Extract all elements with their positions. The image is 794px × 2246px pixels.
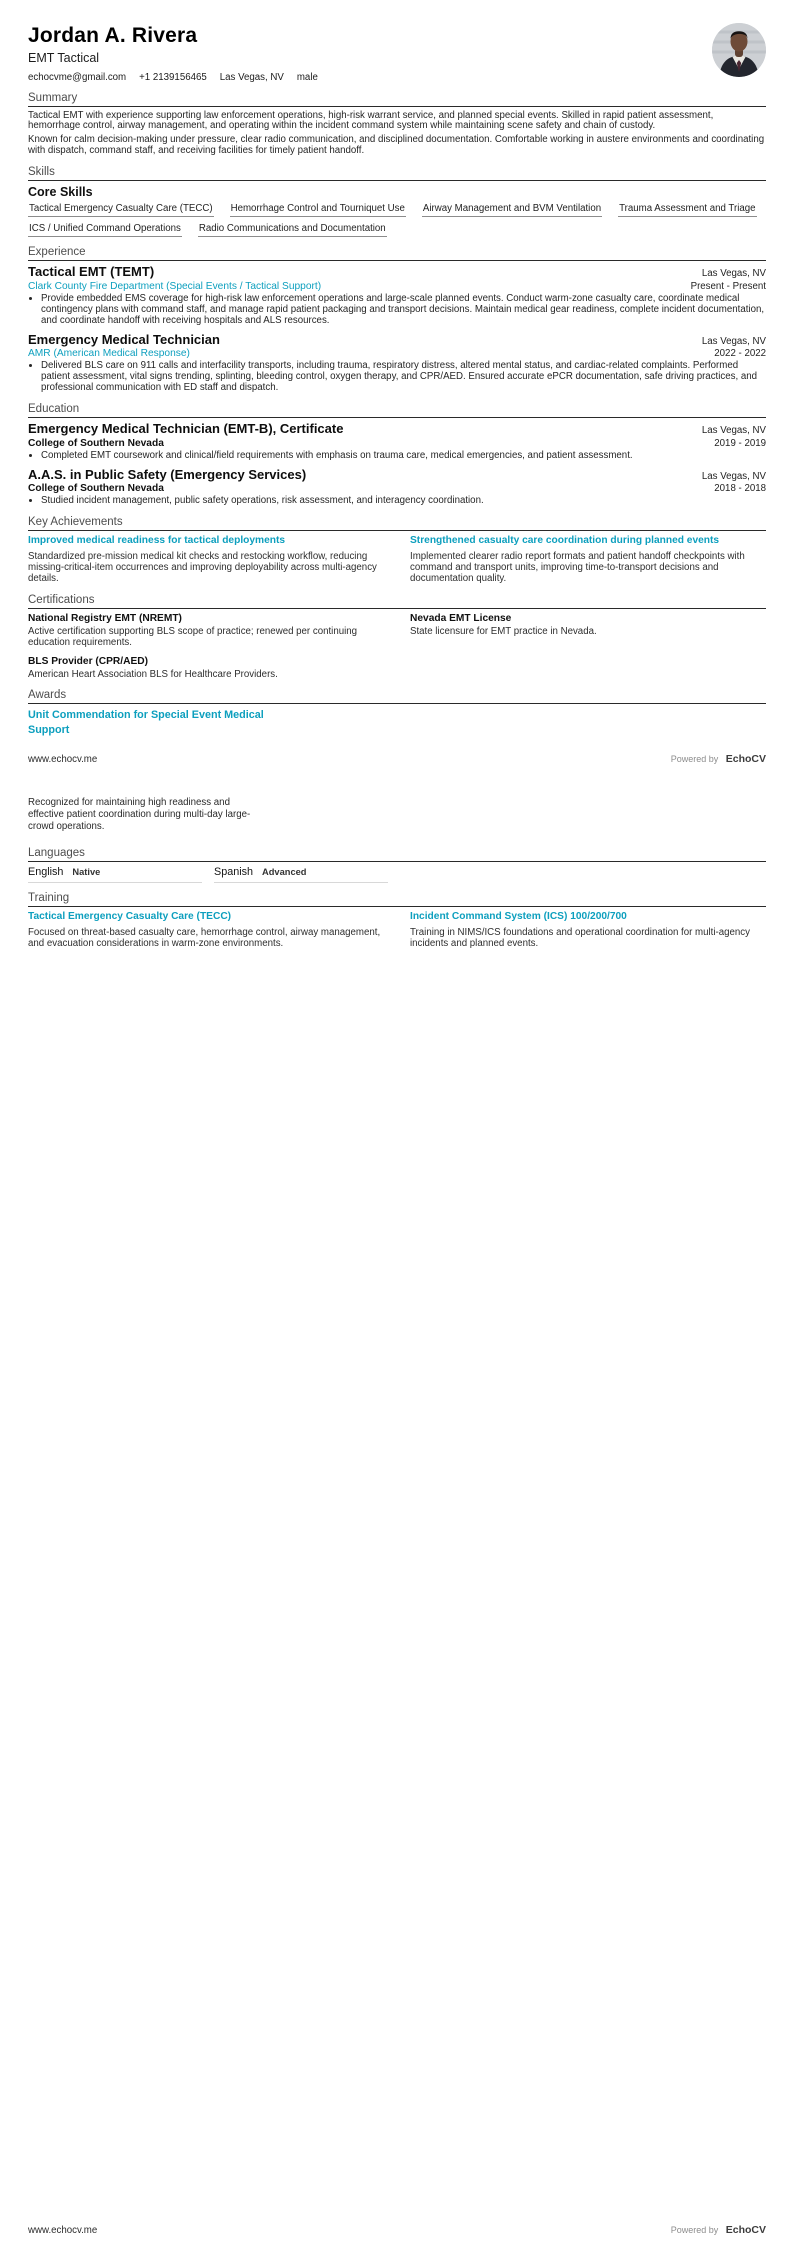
powered-by (671, 2220, 766, 2238)
summary-heading: Summary (28, 92, 766, 107)
section-experience (28, 246, 766, 394)
training-card (28, 911, 384, 949)
language-name: Spanish (214, 866, 254, 879)
education-entry (28, 422, 766, 462)
skill-tag-list (28, 203, 766, 237)
skill-tag: Tactical Emergency Casualty Care (TECC) (28, 203, 214, 217)
degree-bullet-list (28, 496, 766, 507)
section-certifications (28, 594, 766, 681)
achievement-card (410, 535, 766, 584)
job-bullet: • Provide embedded EMS coverage for high-risk law enforcement operations and large-scale planned events. Conduct warm-zone casualty care, coordinate medical contingency plans with command staff, and manage rapid patient packaging and transport decisions. Maintain medical gear readiness, complete incident documentation, and coordinate handoff with receiving hospitals and ALS resources. (41, 294, 766, 327)
certification-text: State licensure for EMT practice in Nevada. (410, 625, 597, 637)
training-text: Focused on threat-based casualty care, hemorrhage control, airway management, and evacuation considerations in warm-zone environments. (28, 926, 381, 950)
degree-bullet: • Completed EMT coursework and clinical/field requirements with emphasis on trauma care, medical emergencies, and patient assessment. (41, 451, 766, 462)
achievement-title: Strengthened casualty care coordination during planned events (410, 535, 720, 547)
section-skills (28, 166, 766, 237)
certification-title: National Registry EMT (NREMT) (28, 612, 182, 624)
contact-location: Las Vegas, NV (219, 71, 284, 83)
person-portrait-icon (712, 23, 766, 77)
contact-email: echocvme@gmail.com (28, 71, 127, 83)
degree-dates: 2019 - 2019 (714, 437, 766, 449)
job-title: Emergency Medical Technician (28, 331, 220, 347)
job-bullet: • Delivered BLS care on 911 calls and interfacility transports, including trauma, respiratory distress, altered mental status, and cardiac-related complaints. Performed patient assessment, vital signs trending, splinting, bleeding control, oxygen therapy, and CPR/AED. Ensured accurate ePCR documentation, safe driving practices, and professional communication with ED staff and dispatch. (41, 361, 766, 394)
certification-item (28, 613, 384, 649)
degree-dates: 2018 - 2018 (714, 483, 766, 495)
award-description: Recognized for maintaining high readiness and effective patient coordination during multi-day large-crowd operations. (28, 796, 251, 833)
echocv-brand[interactable]: EchoCV (725, 752, 766, 765)
training-title: Incident Command System (ICS) 100/200/700 (410, 911, 627, 923)
job-title: Tactical EMT (TEMT) (28, 264, 155, 280)
skill-tag: Trauma Assessment and Triage (618, 203, 756, 217)
language-item (214, 866, 388, 883)
summary-paragraph-2: Known for calm decision-making under pressure, clear radio communication, and disciplined documentation. Comfortable working in austere environments and coordinating with dispatch, command staff, and receiving facilities for timely patient handoff. (28, 134, 765, 157)
site-link[interactable]: www.echocv.me (28, 2225, 98, 2236)
job-location: Las Vegas, NV (701, 268, 766, 280)
language-name: English (28, 866, 64, 879)
certification-text: American Heart Association BLS for Healthcare Providers. (28, 669, 278, 681)
certifications-heading: Certifications (28, 594, 766, 609)
section-awards (28, 689, 766, 737)
award-title: Unit Commendation for Special Event Medical Support (28, 709, 264, 736)
skill-tag: Hemorrhage Control and Tourniquet Use (230, 203, 406, 217)
school-name: College of Southern Nevada (28, 483, 164, 495)
job-bullet-list (28, 294, 766, 327)
page-footer (28, 749, 766, 767)
skill-tag: Airway Management and BVM Ventilation (422, 203, 602, 217)
degree-title: Emergency Medical Technician (EMT-B), Certificate (28, 421, 344, 437)
training-heading: Training (28, 892, 766, 907)
skills-heading: Skills (28, 166, 766, 181)
achievement-title: Improved medical readiness for tactical deployments (28, 535, 286, 547)
education-heading: Education (28, 403, 766, 418)
page-footer (28, 2220, 766, 2238)
section-training (28, 892, 766, 949)
training-title: Tactical Emergency Casualty Care (TECC) (28, 911, 232, 923)
summary-paragraph-1: Tactical EMT with experience supporting law enforcement operations, high-risk warrant service, and planned special events. Skilled in rapid patient assessment, hemorrhage control, airway management, and operating within the incident command system while maintaining scene safety and chain of custody. (28, 109, 714, 132)
profile-photo (712, 23, 766, 77)
language-level: Native (72, 867, 101, 878)
person-name: Jordan A. Rivera (28, 24, 198, 47)
degree-location: Las Vegas, NV (701, 425, 766, 437)
contact-gender: male (296, 71, 318, 83)
section-languages (28, 847, 766, 883)
certification-item (28, 656, 384, 680)
job-dates: Present - Present (690, 280, 766, 292)
school-name: College of Southern Nevada (28, 437, 164, 449)
languages-heading: Languages (28, 847, 766, 862)
echocv-brand[interactable]: EchoCV (725, 2224, 766, 2236)
skill-tag: ICS / Unified Command Operations (28, 223, 182, 237)
job-location: Las Vegas, NV (701, 335, 766, 347)
contact-row (28, 72, 670, 83)
company-link[interactable]: AMR (American Medical Response) (28, 348, 190, 360)
section-education (28, 403, 766, 507)
contact-phone: +1 2139156465 (139, 71, 207, 83)
training-card (410, 911, 766, 949)
section-summary (28, 92, 766, 158)
training-text: Training in NIMS/ICS foundations and operational coordination for multi-agency incidents and planned events. (410, 926, 750, 950)
degree-bullet: • Studied incident management, public safety operations, risk assessment, and interagency coordination. (41, 496, 766, 507)
certification-item (410, 613, 766, 649)
section-key-achievements (28, 516, 766, 584)
degree-bullet-list (28, 451, 766, 462)
skill-tag: Radio Communications and Documentation (198, 223, 387, 237)
powered-by-label: Powered by (670, 753, 719, 764)
powered-by (671, 749, 766, 767)
certification-title: Nevada EMT License (410, 612, 512, 624)
experience-entry (28, 333, 766, 394)
certification-title: BLS Provider (CPR/AED) (28, 656, 149, 668)
site-link[interactable]: www.echocv.me (28, 753, 98, 765)
company-link[interactable]: Clark County Fire Department (Special Events / Tactical Support) (28, 280, 322, 292)
powered-by-label: Powered by (670, 2225, 719, 2235)
skills-group-title: Core Skills (28, 185, 93, 200)
degree-title: A.A.S. in Public Safety (Emergency Services) (28, 466, 307, 482)
degree-location: Las Vegas, NV (701, 470, 766, 482)
achievement-text: Implemented clearer radio report formats and patient handoff checkpoints with command and transport units, improving time-to-transport decisions and documentation quality. (410, 550, 745, 585)
resume-document (0, 0, 794, 949)
achievement-card (28, 535, 384, 584)
job-dates: 2022 - 2022 (714, 348, 766, 360)
achievements-heading: Key Achievements (28, 516, 766, 531)
resume-header (28, 24, 766, 83)
language-item (28, 866, 202, 883)
job-bullet-list (28, 361, 766, 394)
achievement-text: Standardized pre-mission medical kit checks and restocking workflow, reducing missing-critical-item occurrences and improving deployability across multi-agency details. (28, 550, 377, 585)
language-level: Advanced (262, 867, 307, 878)
awards-heading: Awards (28, 689, 766, 704)
experience-entry (28, 265, 766, 326)
person-headline: EMT Tactical (28, 50, 100, 65)
experience-heading: Experience (28, 246, 766, 261)
certification-text: Active certification supporting BLS scope of practice; renewed per continuing education requirements. (28, 625, 358, 648)
education-entry (28, 468, 766, 508)
